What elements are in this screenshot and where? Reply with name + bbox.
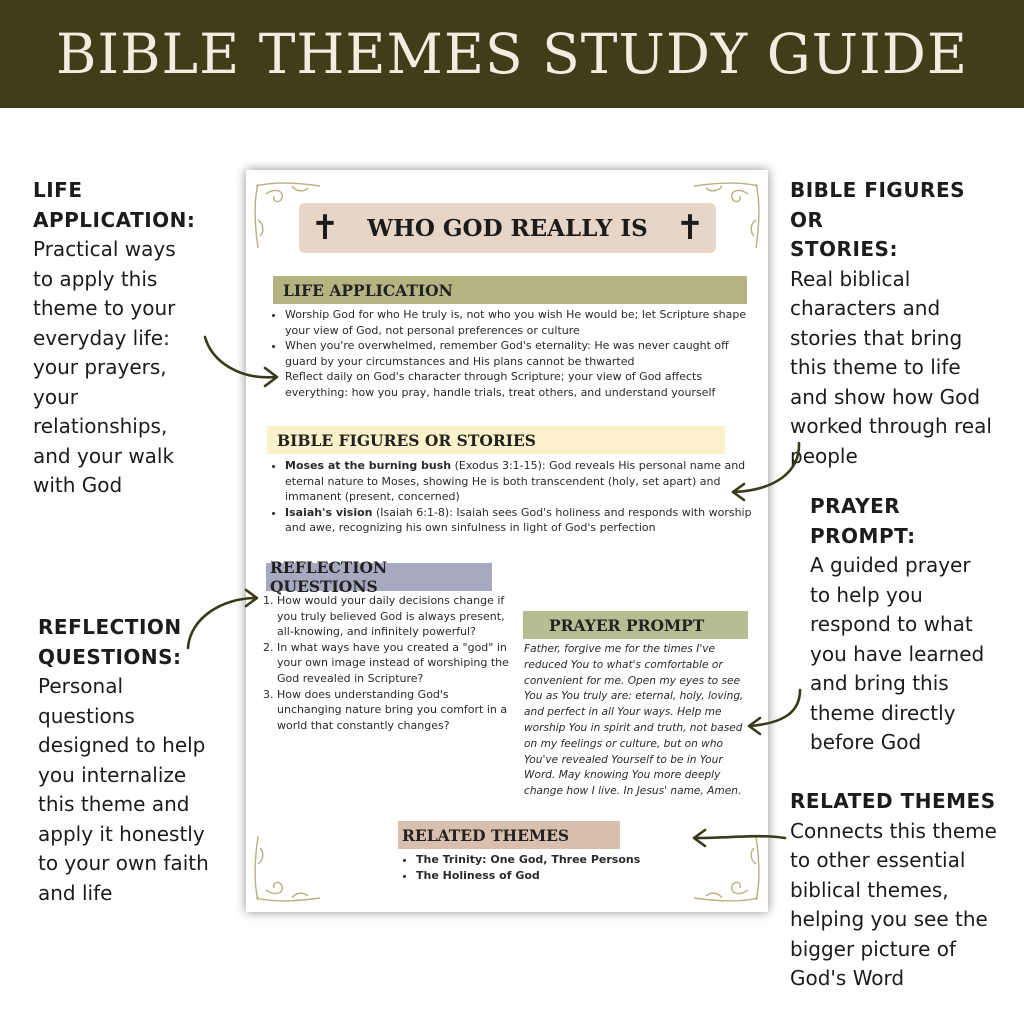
callout-line: and life (38, 880, 113, 905)
callout-heading: PRAYER (810, 494, 901, 518)
callout-line: to help you (810, 582, 923, 607)
callout-heading: LIFE (33, 178, 83, 202)
callout-line: and your walk (33, 443, 175, 468)
cross-icon: ✝ (675, 208, 705, 248)
callout-line: Personal (38, 674, 124, 698)
callout-line: designed to help (38, 733, 206, 757)
callout-heading: STORIES: (790, 237, 898, 261)
callout-heading: APPLICATION: (33, 207, 196, 232)
list-item: • Worship God for who He truly is, not who you wish He would be; let Scripture shape your view of God, not personal preferences or culture (285, 307, 753, 338)
callout-line: relationships, (33, 414, 168, 438)
callout-line: and show how God (790, 384, 981, 409)
callout-heading: REFLECTION (38, 615, 182, 639)
callout-line: to your own faith (38, 851, 209, 875)
callout-line: with God (33, 473, 123, 497)
list-item: • Reflect daily on God's character through Scripture; your view of God affects everything: how you pray, handle trials, treat others, and understand yourself (285, 369, 753, 400)
list-item: • The Trinity: One God, Three Persons (416, 852, 646, 868)
callout-heading: PROMPT: (810, 523, 916, 548)
arrow-icon (694, 830, 785, 846)
life-application-heading: LIFE APPLICATION (273, 276, 747, 304)
callout-line: everyday life: (33, 325, 170, 350)
callout-line: you internalize (38, 762, 187, 787)
callout-line: your (33, 384, 78, 409)
sheet-title: WHO GOD REALLY IS (367, 214, 648, 242)
arrow-icon (205, 337, 277, 386)
callout-line: characters and (790, 296, 941, 320)
list-item: 1. How would your daily decisions change if you truly believed God is always present, all-knowing, and infinitely powerful? (277, 593, 509, 640)
figure-text: (Isaiah 6:1-8): Isaiah sees God's holiness and responds with worship and awe, recognizing his own sinfulness in light of God's perfection (285, 505, 752, 535)
list-item: • The Holiness of God (416, 868, 646, 884)
callout-line: people (790, 443, 858, 468)
arrow-icon (188, 590, 257, 648)
callout-line: worked through real (790, 414, 992, 438)
list-item: • When you're overwhelmed, remember God's eternality: He was never caught off guard by your circumstances and His plans cannot be thwarted (285, 338, 753, 369)
callout-line: to apply this (33, 266, 158, 291)
callout-line: to other essential (790, 848, 966, 872)
list-item: 3. How does understanding God's unchanging nature bring you comfort in a world that constantly changes? (277, 687, 509, 734)
callout-line: stories that bring (790, 325, 963, 350)
callout-line: God's Word (790, 966, 905, 990)
figure-text: (Exodus 3:1-15): God reveals His personal name and eternal nature to Moses, showing He is both transcendent (holy, set apart) and immanent (present, concerned) (285, 459, 746, 504)
callout-line: Real biblical (790, 266, 911, 291)
callout-line: respond to what (810, 612, 973, 636)
callout-heading: BIBLE FIGURES OR (790, 178, 966, 232)
related-themes-heading: RELATED THEMES (398, 821, 620, 849)
bible-figures-heading: BIBLE FIGURES OR STORIES (267, 426, 725, 454)
callout-line: this theme to life (790, 355, 961, 379)
callout-line: helping you see the (790, 907, 988, 931)
callout-line: theme directly (810, 700, 956, 725)
arrow-icon (749, 690, 800, 734)
prayer-prompt-heading: PRAYER PROMPT (523, 611, 748, 639)
callout-heading: QUESTIONS: (38, 644, 182, 669)
callout-line: before God (810, 730, 922, 754)
page-title: BIBLE THEMES STUDY GUIDE (55, 22, 968, 86)
arrow-icon (733, 443, 799, 500)
callout-line: Practical ways (33, 237, 176, 261)
prayer-text: Father, forgive me for the times I've reduced You to what's comfortable or convenient for me. Open my eyes to see You as You truly are: eternal, holy, loving, and perfect in all Your ways. Help me worship You in spirit and truth, not based on my feelings or culture, but on who You've revealed Yourself to be in Your Word. May knowing You more deeply change how I live. In Jesus' name, Amen. (524, 643, 744, 798)
cross-icon: ✝ (310, 208, 340, 248)
callout-line: theme to your (33, 296, 176, 320)
callout-line: you have learned (810, 641, 985, 666)
list-item: 2. In what ways have you created a "god" in your own image instead of worshiping the God revealed in Scripture? (277, 640, 509, 687)
callout-line: this theme and (38, 792, 190, 816)
figure-name: Moses at the burning bush (285, 459, 452, 472)
callout-line: and bring this (810, 671, 949, 695)
callout-line: apply it honestly (38, 821, 205, 846)
figure-name: Isaiah's vision (285, 505, 373, 519)
callout-heading: RELATED THEMES (790, 789, 996, 813)
callout-line: A guided prayer (810, 553, 971, 577)
callout-line: Connects this theme (790, 818, 997, 843)
callout-line: bigger picture of (790, 936, 957, 961)
reflection-questions-heading: REFLECTION QUESTIONS (266, 563, 492, 591)
callout-line: biblical themes, (790, 877, 949, 902)
callout-line: questions (38, 703, 135, 728)
callout-line: your prayers, (33, 355, 167, 379)
